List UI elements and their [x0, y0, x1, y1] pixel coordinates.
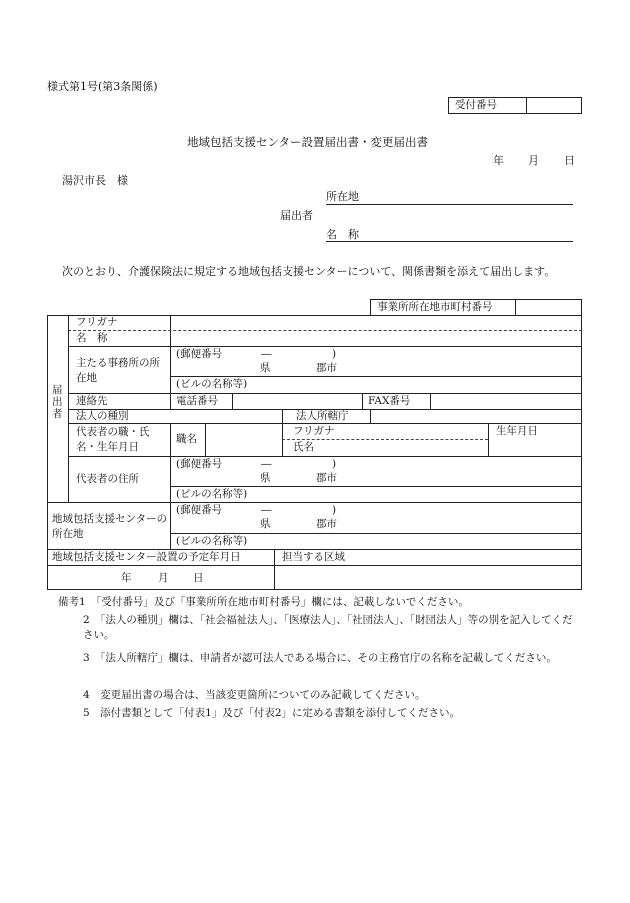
date-day: 日	[564, 154, 575, 167]
date-month: 月	[528, 154, 539, 167]
area-field[interactable]	[275, 566, 581, 589]
note-1: 備考1 「受付番号」及び「事業所所在地市町村番号」欄には、記載しないでください。	[58, 596, 469, 608]
note-5: 5 添付書類として「付表1」及び「付表2」に定める書類を添付してください。	[83, 707, 461, 719]
main-office-label: 主たる事務所の所在地	[76, 357, 160, 384]
row-line-2	[170, 376, 582, 377]
rep-postal-label: (郵便番号	[176, 458, 223, 470]
office-code-label: 事業所所在地市町村番号	[377, 301, 493, 313]
furigana-field[interactable]	[171, 316, 581, 329]
name-label: 名 称	[326, 228, 359, 241]
row-line-10	[47, 549, 582, 550]
name-field[interactable]	[171, 331, 581, 345]
side-label-applicant: 届出者	[52, 384, 63, 420]
office-code-field[interactable]	[516, 300, 581, 315]
planned-date-label: 地域包括支援センター設置の予定年月日	[52, 551, 241, 563]
form-number: 様式第1号(第3条関係)	[47, 80, 158, 93]
note-2: 2 「法人の種別」欄は、「社会福祉法人」、「医療法人」、「社団法人」、「財団法人」等の別を記入してください。	[83, 614, 573, 641]
main-office-prefecture: 県	[260, 362, 271, 374]
rep-prefecture: 県	[260, 472, 271, 484]
fax-label: FAX番号	[368, 395, 411, 407]
center-postal-label: (郵便番号	[176, 504, 223, 516]
name-row-label: 名 称	[76, 332, 108, 344]
contact-label: 連絡先	[76, 395, 108, 407]
corp-type-field[interactable]	[171, 410, 281, 422]
position-field[interactable]	[206, 424, 281, 455]
row-line-9	[170, 533, 582, 534]
addressee: 湯沢市長 様	[62, 174, 128, 187]
fax-label-left	[362, 393, 363, 409]
planned-day: 日	[193, 572, 204, 584]
birthdate-divider	[488, 423, 489, 456]
main-office-postal-close: )	[332, 348, 337, 360]
name-line[interactable]	[326, 241, 573, 242]
rep-city: 郡市	[316, 472, 337, 484]
intro-text: 次のとおり、介護保険法に規定する地域包括支援センターについて、関係書類を添えて届出します。	[62, 265, 556, 278]
corp-type-label: 法人の種別	[76, 410, 129, 422]
row-line-7	[170, 486, 582, 487]
main-office-postal-dash: ―	[261, 348, 272, 360]
date-year: 年	[493, 154, 504, 167]
center-postal-close: )	[332, 504, 337, 516]
row-line-6	[68, 456, 582, 457]
furigana-label: フリガナ	[76, 316, 118, 328]
row-line-8	[47, 502, 582, 503]
phone-label: 電話番号	[176, 395, 218, 407]
center-postal-dash: ―	[261, 504, 272, 516]
rep-name-label: 氏名	[293, 441, 314, 453]
rep-address-label: 代表者の住所	[76, 473, 139, 485]
center-prefecture: 県	[260, 518, 271, 530]
address-label: 所在地	[326, 190, 359, 203]
rep-furigana-label: フリガナ	[293, 425, 335, 437]
note-4: 4 変更届出書の場合は、当該変更箇所についてのみ記載してください。	[83, 689, 426, 701]
rep-building-label: (ビルの名称等)	[176, 488, 248, 500]
fax-field[interactable]	[431, 394, 581, 408]
receipt-number-label: 受付番号	[455, 99, 497, 111]
rep-furigana-dash	[282, 439, 488, 440]
row-line-5	[68, 423, 582, 424]
rep-postal-dash: ―	[261, 458, 272, 470]
birthdate-label: 生年月日	[496, 425, 538, 437]
planned-year: 年	[121, 572, 132, 584]
jurisdiction-divider	[282, 409, 283, 456]
main-office-building-label: (ビルの名称等)	[176, 378, 248, 390]
main-office-postal-label: (郵便番号	[176, 348, 223, 360]
rep-postal-close: )	[332, 458, 337, 470]
position-label: 職名	[176, 433, 197, 445]
rep-title-name-label: 代表者の職・氏名・生年月日	[76, 426, 150, 453]
jurisdiction-field[interactable]	[371, 410, 581, 422]
center-building-label: (ビルの名称等)	[176, 535, 248, 547]
planned-month: 月	[158, 572, 169, 584]
applicant-label: 届出者	[280, 209, 313, 222]
label-col-line-b	[170, 423, 171, 502]
phone-field[interactable]	[233, 394, 361, 408]
address-line[interactable]	[326, 204, 573, 205]
jurisdiction-label: 法人所轄庁	[296, 410, 349, 422]
note-3: 3 「法人所轄庁」欄は、申請者が認可法人である場合に、その主務官庁の名称を記載してください。	[83, 652, 557, 664]
receipt-number-field[interactable]	[527, 98, 581, 113]
center-address-label: 地域包括支援センターの所在地	[52, 513, 168, 540]
center-city: 郡市	[316, 518, 337, 530]
document-title: 地域包括支援センター設置届出書・変更届出書	[187, 135, 429, 149]
label-col-line-c	[170, 502, 171, 549]
area-label: 担当する区域	[282, 551, 345, 563]
row-line-1	[68, 346, 582, 347]
main-office-city: 郡市	[316, 362, 337, 374]
